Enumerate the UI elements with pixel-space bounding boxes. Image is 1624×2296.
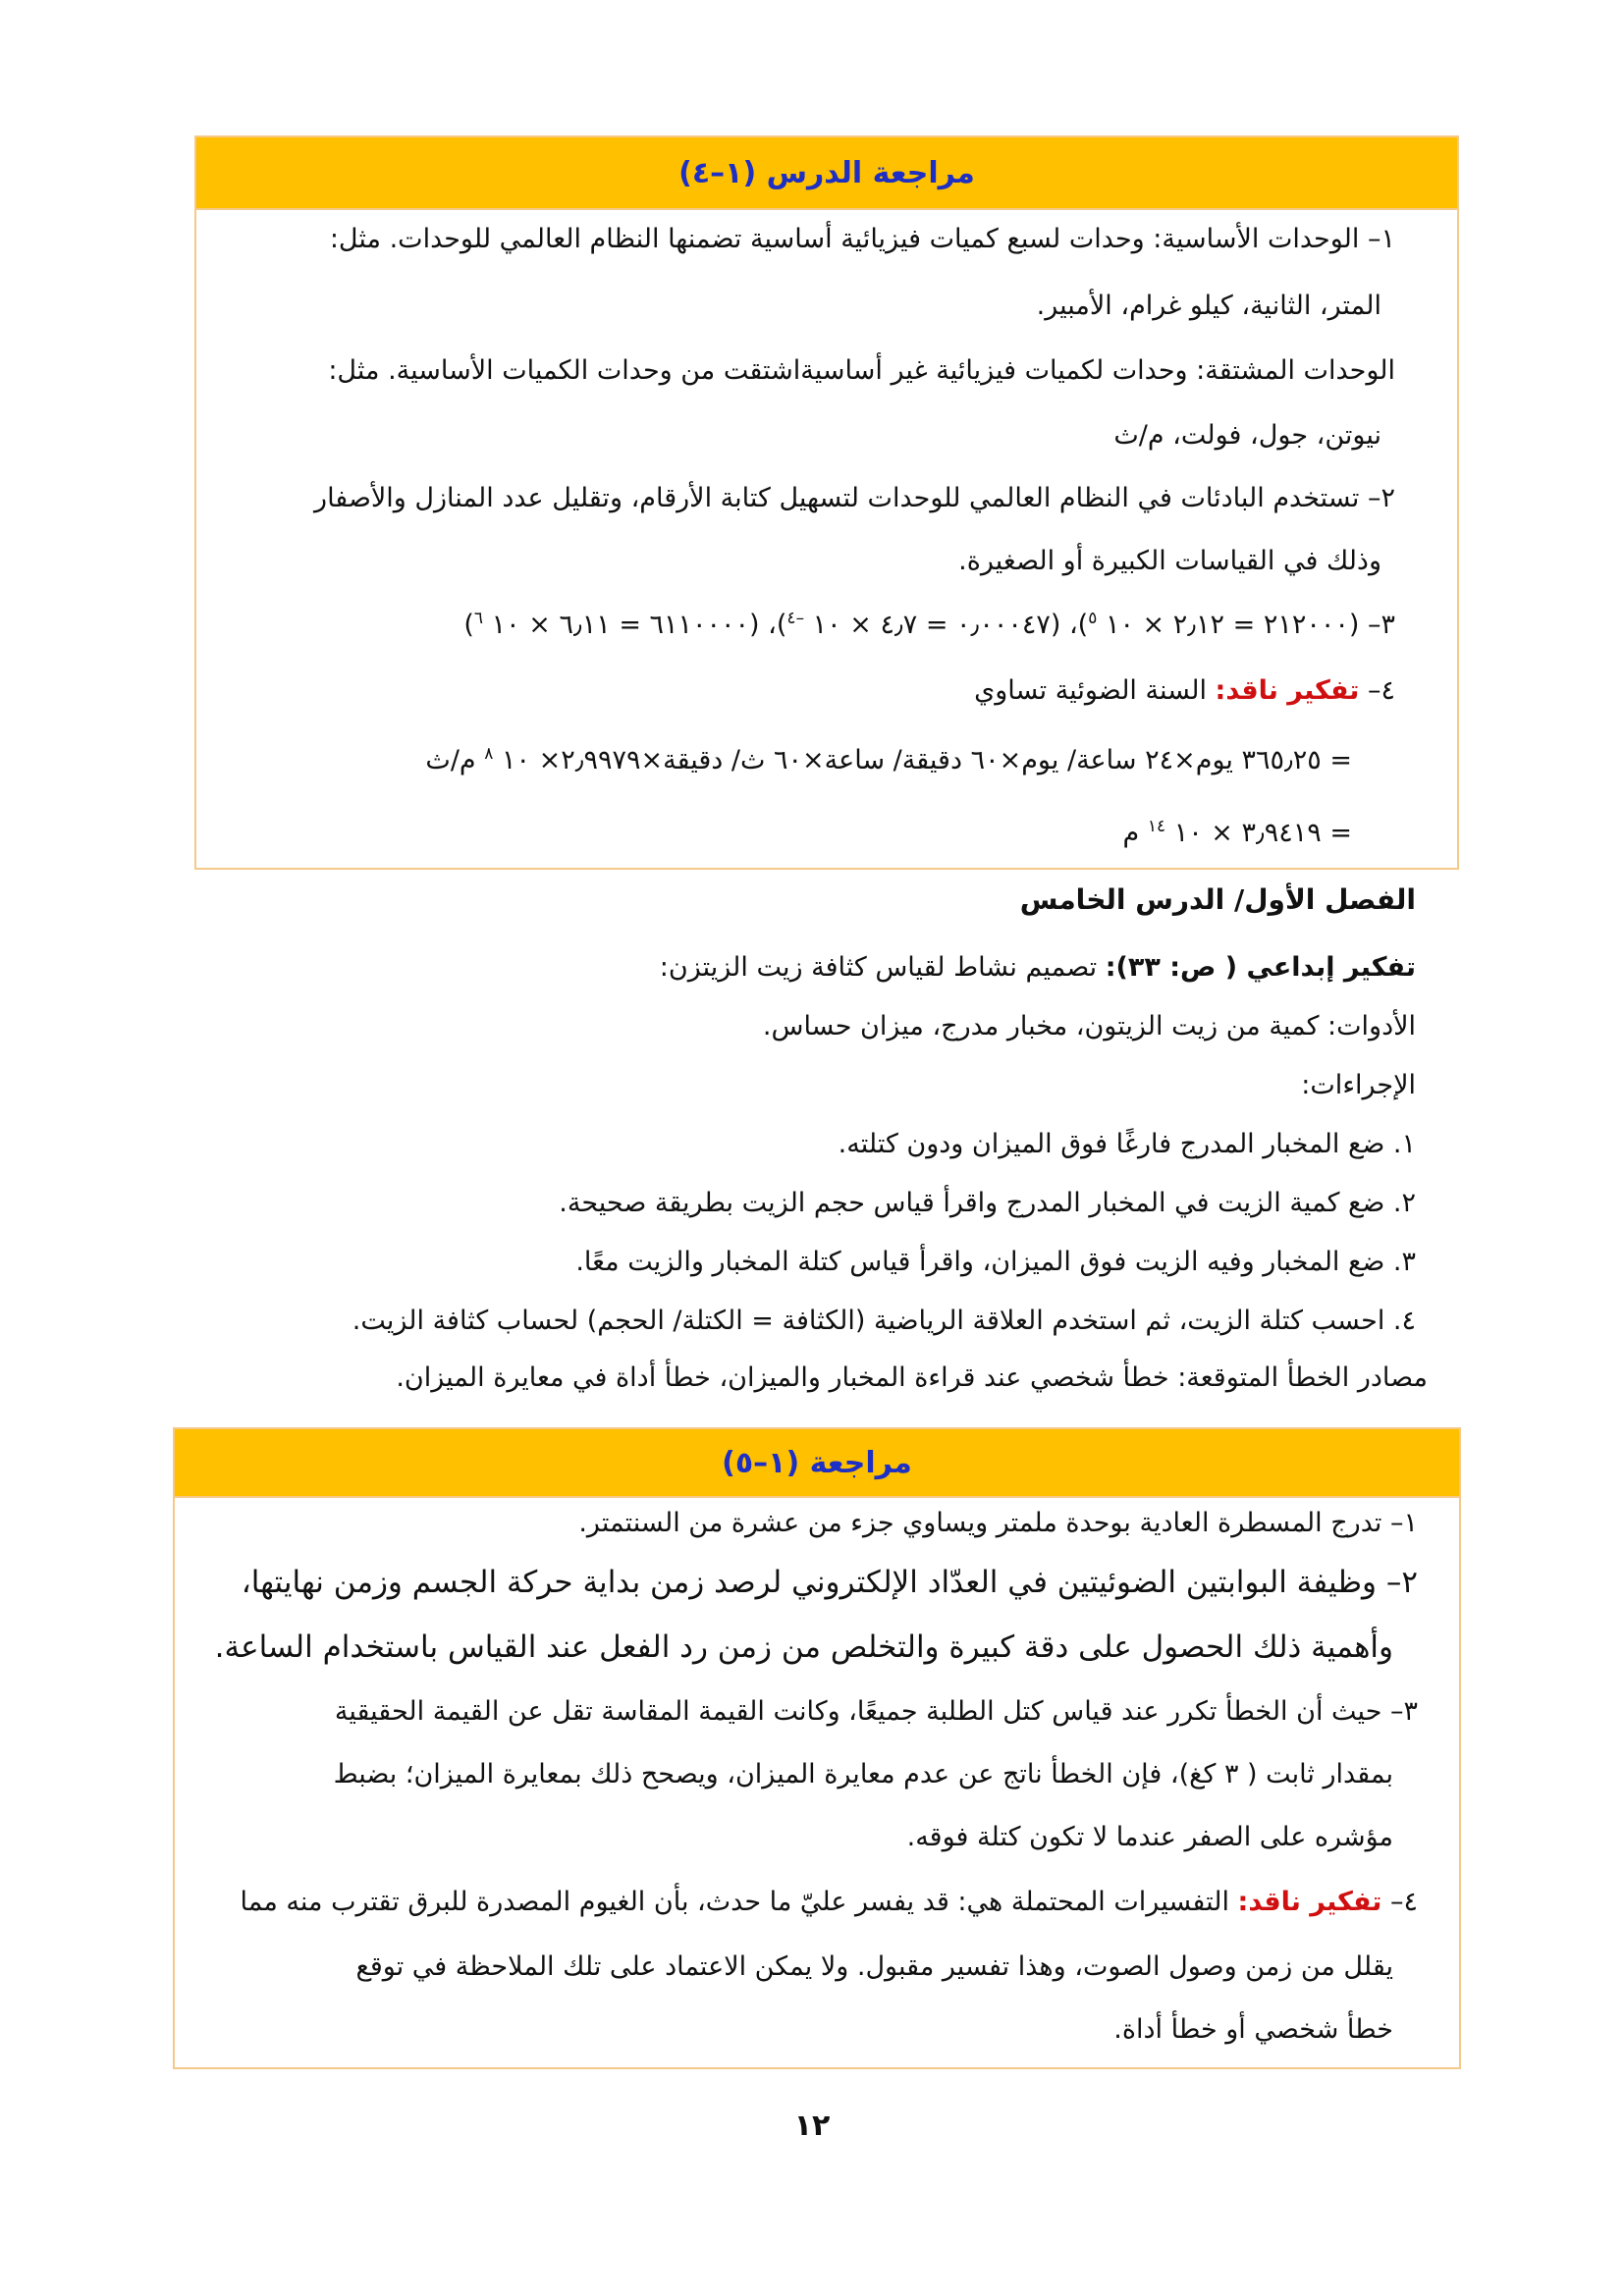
- review2-item4-prefix: ٤–: [1381, 1887, 1418, 1917]
- page-number: ١٢: [793, 2109, 831, 2143]
- review1-item1-line1: ١– الوحدات الأساسية: وحدات لسبع كميات فيزيائية أساسية تضمنها النظام العالمي للوحدات. مثل:: [329, 224, 1395, 254]
- review-box-1-title: مراجعة الدرس (١–٤): [196, 137, 1457, 210]
- review1-item3-part3: )، (٦١١٠٠٠٠ = ٦٫١١ × ١٠: [483, 610, 787, 640]
- review1-item3-prefix: ٣–: [1359, 610, 1395, 640]
- critical-thinking-label: تفكير ناقد:: [1237, 1887, 1382, 1917]
- review1-item2-line2: وذلك في القياسات الكبيرة أو الصغيرة.: [958, 546, 1381, 576]
- review-box-2-title: مراجعة (١–٥): [175, 1429, 1459, 1498]
- review1-item1-line3: الوحدات المشتقة: وحدات لكميات فيزيائية غير أساسيةاشتقت من وحدات الكميات الأساسية. مثل:: [328, 355, 1395, 386]
- review1-item3-exp2: –٤: [786, 609, 805, 628]
- review1-eq2-part1: = ٣٫٩٤١٩ × ١٠: [1165, 818, 1352, 848]
- review1-eq2-exp: ١٤: [1147, 817, 1166, 836]
- lesson5-step: ٤. احسب كتلة الزيت، ثم استخدم العلاقة الرياضية (الكثافة = الكتلة/ الحجم) لحساب كثافة الزيت.: [352, 1306, 1416, 1336]
- review1-item1-line2: المتر، الثانية، كيلو غرام، الأمبير.: [1036, 291, 1381, 321]
- review1-item3-exp3: ٦: [473, 609, 484, 628]
- review1-eq1-part1: = ٣٦٥٫٢٥ يوم×٢٤ ساعة/ يوم×٦٠ دقيقة/ ساعة×٦٠ ث/ دقيقة×٢٫٩٩٧٩× ١٠: [493, 745, 1352, 775]
- review1-item1-line4: نيوتن، جول، فولت، م/ث: [1113, 420, 1381, 451]
- review1-item4-text: السنة الضوئية تساوي: [974, 675, 1216, 706]
- review1-item3-part4: ): [463, 610, 474, 640]
- review2-item3-line1: ٣– حيث أن الخطأ تكرر عند قياس كتل الطلبة جميعًا، وكانت القيمة المقاسة تقل عن القيمة الحقيقية: [334, 1696, 1418, 1727]
- review2-item2-line1: ٢– وظيفة البوابتين الضوئيتين في العدّاد الإلكتروني لرصد زمن بداية حركة الجسم وزمن نهايتها،: [241, 1565, 1418, 1600]
- lesson5-creative-thinking: [660, 952, 1416, 984]
- review1-item3-exp1: ٥: [1088, 609, 1098, 628]
- review1-item2-line1: ٢– تستخدم البادئات في النظام العالمي للوحدات لتسهيل كتابة الأرقام، وتقليل عدد المنازل والأصفار: [314, 483, 1395, 513]
- lesson5-heading: الفصل الأول/ الدرس الخامس: [1019, 883, 1416, 916]
- lesson5-step: ١. ضع المخبار المدرج فارغًا فوق الميزان ودون كتلته.: [838, 1129, 1416, 1159]
- review1-eq2-part2: م: [1122, 818, 1148, 848]
- review2-item3-line3: مؤشره على الصفر عندما لا تكون كتلة فوقه.: [906, 1822, 1393, 1852]
- review2-item4-line3: خطأ شخصي أو خطأ أداة.: [1113, 2014, 1393, 2045]
- review2-item1: ١– تدرج المسطرة العادية بوحدة ملمتر ويساوي جزء من عشرة من السنتمتر.: [578, 1508, 1418, 1538]
- creative-thinking-text: تصميم نشاط لقياس كثافة زيت الزيتزن:: [659, 952, 1106, 983]
- review2-item4-line1: [241, 1887, 1418, 1918]
- review2-item3-line2: بمقدار ثابت ( ٣ كغ)، فإن الخطأ ناتج عن عدم معايرة الميزان، ويصحح ذلك بمعايرة الميزان؛ بضبط: [333, 1759, 1393, 1789]
- lesson5-tools: الأدوات: كمية من زيت الزيتون، مخبار مدرج، ميزان حساس.: [762, 1011, 1416, 1041]
- review1-eq1-exp: ٨: [484, 744, 494, 764]
- creative-thinking-label: تفكير إبداعي ( ص: ٣٣):: [1105, 952, 1416, 983]
- review1-item3-part2: )، (٠٫٠٠٠٤٧ = ٤٫٧ × ١٠: [804, 610, 1089, 640]
- review1-item3: [463, 609, 1395, 641]
- review1-eq1-part2: م/ث: [425, 745, 485, 775]
- critical-thinking-label: تفكير ناقد:: [1215, 675, 1360, 706]
- review1-item4: [974, 675, 1395, 707]
- review2-item4-text: التفسيرات المحتملة هي: قد يفسر عليّ ما حدث، بأن الغيوم المصدرة للبرق تقترب منه مما: [240, 1887, 1238, 1917]
- review1-item3-part1: (٢١٢٠٠٠ = ٢٫١٢ × ١٠: [1097, 610, 1360, 640]
- review2-item4-line2: يقلل من زمن وصول الصوت، وهذا تفسير مقبول. ولا يمكن الاعتماد على تلك الملاحظة في توقع: [355, 1951, 1393, 1982]
- lesson5-error-sources: مصادر الخطأ المتوقعة: خطأ شخصي عند قراءة المخبار والميزان، خطأ أداة في معايرة الميزان.: [396, 1362, 1428, 1393]
- review2-item2-line2: وأهمية ذلك الحصول على دقة كبيرة والتخلص من زمن رد الفعل عند القياس باستخدام الساعة.: [214, 1629, 1393, 1665]
- lesson5-step: ٣. ضع المخبار وفيه الزيت فوق الميزان، واقرأ قياس كتلة المخبار والزيت معًا.: [575, 1247, 1416, 1277]
- review1-item4-equation2: [1123, 817, 1352, 849]
- lesson5-procedures-title: الإجراءات:: [1301, 1070, 1416, 1100]
- review1-item4-prefix: ٤–: [1359, 675, 1395, 706]
- lesson5-step: ٢. ضع كمية الزيت في المخبار المدرج واقرأ قياس حجم الزيت بطريقة صحيحة.: [559, 1188, 1416, 1218]
- review1-item4-equation1: [425, 744, 1352, 776]
